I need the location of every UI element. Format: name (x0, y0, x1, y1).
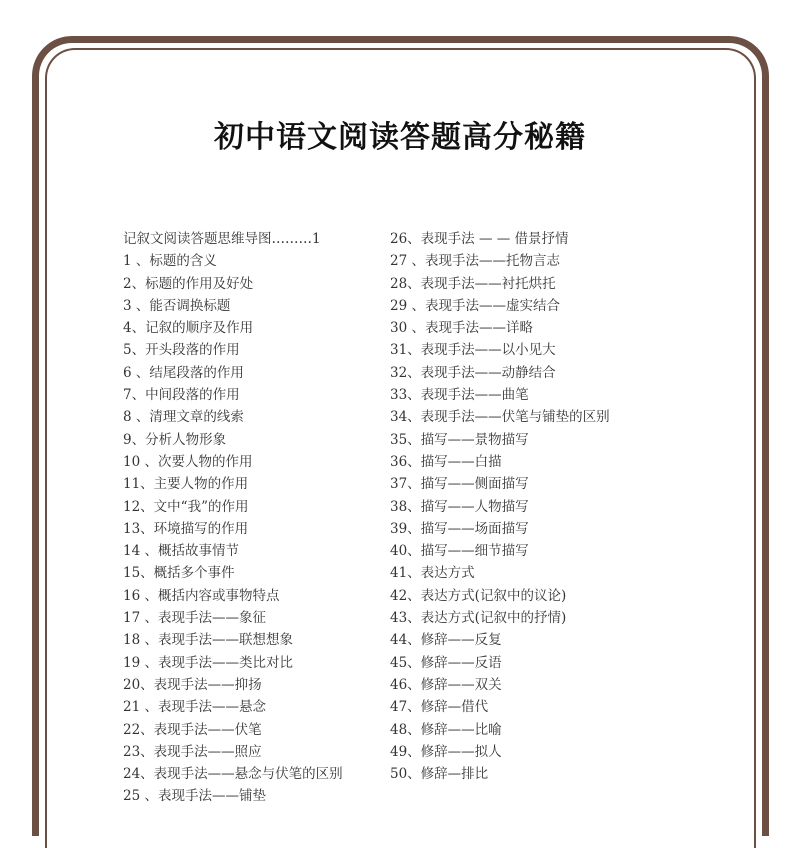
toc-item: 9、分析人物形象 (123, 431, 227, 448)
toc-item: 26、表现手法 — — 借景抒情 (390, 231, 569, 247)
toc-item: 29 、表现手法——虚实结合 (390, 297, 560, 314)
toc-item: 1 、标题的含义 (123, 253, 217, 270)
toc-item: 14 、概括故事情节 (123, 543, 239, 560)
toc-item: 21 、表现手法——悬念 (123, 699, 266, 716)
toc-item: 22、表现手法——伏笔 (123, 721, 262, 738)
toc-item: 13、环境描写的作用 (123, 520, 249, 537)
toc-item: 23、表现手法——照应 (123, 743, 262, 760)
document-title: 初中语文阅读答题高分秘籍 (214, 120, 586, 156)
toc-item: 19 、表现手法——类比对比 (123, 654, 293, 671)
toc-item: 33、表现手法——曲笔 (390, 387, 529, 404)
toc-item: 24、表现手法——悬念与伏笔的区别 (123, 766, 343, 783)
toc-item: 32、表现手法——动静结合 (390, 364, 556, 381)
toc-item: 12、文中“我”的作用 (123, 498, 249, 515)
toc-item: 11、主要人物的作用 (123, 476, 249, 493)
toc-item: 35、描写——景物描写 (390, 431, 529, 448)
toc-item: 18 、表现手法——联想想象 (123, 632, 293, 649)
toc-item: 6 、结尾段落的作用 (123, 364, 244, 381)
toc-item: 45、修辞——反语 (390, 654, 502, 671)
toc-item: 28、表现手法——衬托烘托 (390, 275, 556, 292)
toc-item: 37、描写——侧面描写 (390, 476, 529, 493)
toc-item: 4、记叙的顺序及作用 (123, 320, 254, 337)
toc-item: 31、表现手法——以小见大 (390, 342, 556, 359)
toc-item: 25 、表现手法——铺垫 (123, 788, 266, 805)
toc-item: 47、修辞—借代 (390, 699, 489, 716)
toc-item: 10 、次要人物的作用 (123, 453, 253, 470)
toc-item: 49、修辞——拟人 (390, 743, 502, 760)
toc-item: 39、描写——场面描写 (390, 520, 529, 537)
toc-item: 38、描写——人物描写 (390, 498, 529, 515)
toc-item: 42、表达方式(记叙中的议论) (390, 587, 567, 604)
toc-item: 8 、清理文章的线索 (123, 409, 244, 426)
toc-item: 41、表达方式 (390, 565, 475, 582)
toc-item: 46、修辞——双关 (390, 676, 502, 693)
toc-item: 36、描写——白描 (390, 453, 502, 470)
toc-item: 34、表现手法——伏笔与铺垫的区别 (390, 409, 610, 426)
toc-item: 16 、概括内容或事物特点 (123, 587, 280, 604)
toc-item: 43、表达方式(记叙中的抒情) (390, 610, 567, 627)
toc-item: 3 、能否调换标题 (123, 297, 231, 314)
toc-item: 30 、表现手法——详略 (390, 320, 533, 337)
toc-left-column (123, 228, 343, 808)
toc-item: 2、标题的作用及好处 (123, 275, 254, 292)
toc-item: 15、概括多个事件 (123, 565, 235, 582)
toc-item: 5、开头段落的作用 (123, 342, 240, 359)
toc-item: 50、修辞—排比 (390, 766, 489, 783)
toc-right-column (390, 228, 610, 785)
toc-item: 27 、表现手法——托物言志 (390, 253, 560, 270)
toc-item: 44、修辞——反复 (390, 632, 502, 649)
toc-item: 7、中间段落的作用 (123, 387, 240, 404)
toc-item: 40、描写——细节描写 (390, 543, 529, 560)
toc-item: 20、表现手法——抑扬 (123, 676, 262, 693)
toc-item: 记叙文阅读答题思维导图………1 (123, 231, 321, 247)
toc-item: 17 、表现手法——象征 (123, 610, 266, 627)
toc-item: 48、修辞——比喻 (390, 721, 502, 738)
